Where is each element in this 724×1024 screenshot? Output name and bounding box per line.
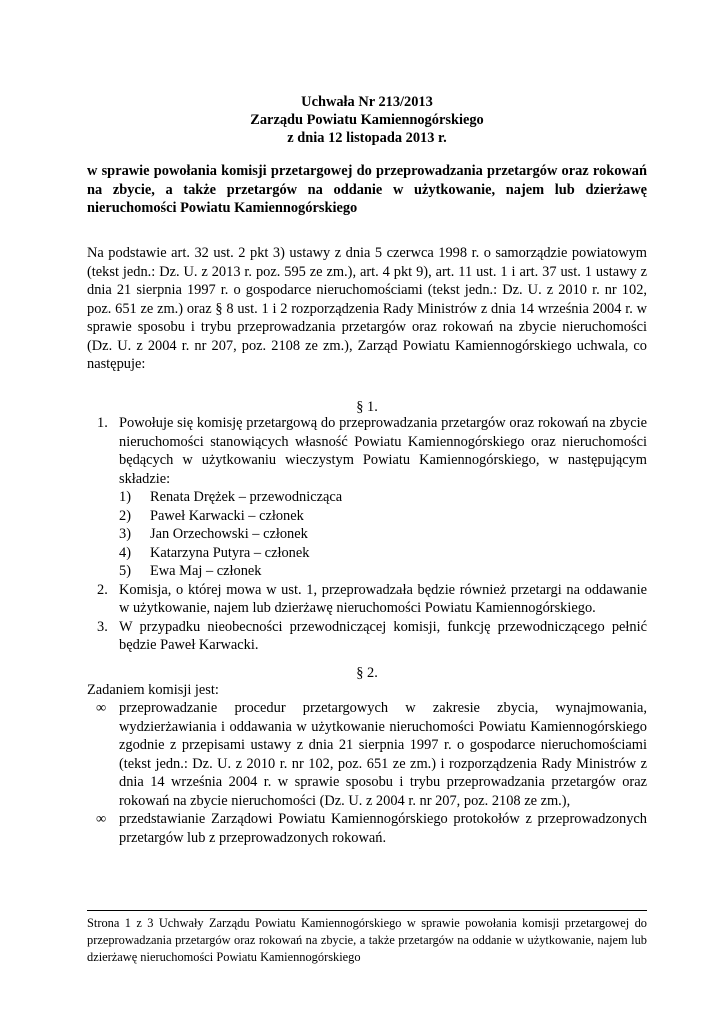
legal-basis-paragraph: Na podstawie art. 32 ust. 2 pkt 3) ustawy z dnia 5 czerwca 1998 r. o samorządzie powiatowym (tekst jedn.: Dz. U. z 2013 r. poz. 595 ze zm.), art. 4 pkt 9), art. 11 ust. 1 i art. 37 ust. 1 ustawy z dnia 21 sierpnia 1997 r. o gospodarce nieruchomościami (tekst jedn.: Dz. U. z 2010 r. nr 102, poz. 651 ze zm.) oraz § 8 ust. 1 i 2 rozporządzenia Rady Ministrów z dnia 14 września 2004 r. w sprawie sposobu i trybu przeprowadzania przetargów oraz rokowań na zbycie nieruchomości (Dz. U. z 2004 r. nr 207, poz. 2108 ze zm.), Zarząd Powiatu Kamiennogórskiego uchwala, co następuje:: [87, 245, 647, 372]
resolution-subject: w sprawie powołania komisji przetargowej do przeprowadzania przetargów oraz rokowań na zbycie, a także przetargów na oddanie w użytkowanie, najem lub dzierżawę nieruchomości Powiatu Kamiennogórskiego: [87, 163, 647, 216]
item-number: 3.: [97, 618, 108, 635]
resolution-date: z dnia 12 listopada 2013 r.: [287, 130, 447, 146]
page-footer: Strona 1 z 3 Uchwały Zarządu Powiatu Kamiennogórskiego w sprawie powołania komisji przetargowej do przeprowadzania przetargów oraz rokowań na zbycie, a także przetargów na oddanie w użytkowanie, najem lub dzierżawę nieruchomości Powiatu Kamiennogórskiego: [87, 916, 647, 964]
member-name: Jan Orzechowski – członek: [150, 526, 308, 542]
section-2-intro: Zadaniem komisji jest:: [87, 682, 219, 698]
member-name: Renata Drężek – przewodnicząca: [150, 489, 343, 505]
list-item: [87, 414, 647, 581]
bullet-text: przedstawianie Zarządowi Powiatu Kamiennogórskiego protokołów z przeprowadzonych przetargów lub z przeprowadzonych rokowań.: [119, 811, 647, 846]
infinity-bullet-icon: ∞: [96, 700, 107, 716]
member-number: 5): [119, 563, 131, 579]
section-1-heading: § 1.: [356, 399, 378, 415]
document-page: [87, 0, 647, 1024]
member-number: 2): [119, 507, 131, 524]
member-number: 3): [119, 526, 131, 542]
section-2-heading: § 2.: [356, 665, 378, 681]
resolution-header: [87, 93, 647, 147]
member-number: 1): [119, 489, 131, 505]
infinity-bullet-icon: ∞: [96, 811, 107, 827]
member-number: 4): [119, 544, 131, 561]
item-number: 1.: [97, 415, 108, 431]
bullet-item: [87, 699, 647, 810]
committee-member: [119, 488, 647, 507]
resolution-number: Uchwała Nr 213/2013: [301, 94, 433, 110]
item-text: Powołuje się komisję przetargową do przeprowadzania przetargów oraz rokowań na zbycie nieruchomości stanowiących własność Powiatu Kamiennogórskiego oraz nieruchomości będących w użytkowaniu wieczystym Powiatu Kamiennogórskiego, w następującym składzie:: [119, 415, 647, 487]
bullet-text: przeprowadzanie procedur przetargowych w zakresie zbycia, wynajmowania, wydzierżawiania i oddawania w użytkowanie nieruchomości Powiatu Kamiennogórskiego zgodnie z przepisami ustawy z dnia 21 sierpnia 1997 r. o gospodarce nieruchomościami (tekst jedn.: Dz. U. z 2010 r. nr 102, poz. 651 ze zm.) i rozporządzenia Rady Ministrów z dnia 14 września 2004 r. w sprawie sposobu i trybu przeprowadzania przetargów oraz rokowań na zbycie nieruchomości (Dz. U. z 2004 r. nr 207, poz. 2108 ze zm.),: [119, 700, 647, 809]
list-item: [87, 618, 647, 655]
committee-member: [119, 562, 647, 581]
item-number: 2.: [97, 581, 108, 598]
bullet-item: [87, 810, 647, 847]
section-1-list: [87, 414, 647, 655]
committee-member: [119, 507, 647, 526]
list-item: [87, 581, 647, 618]
issuing-body: Zarządu Powiatu Kamiennogórskiego: [250, 112, 484, 128]
committee-member: [119, 544, 647, 563]
footer-divider: [87, 910, 647, 911]
committee-member: [119, 525, 647, 544]
member-name: Paweł Karwacki – członek: [150, 507, 304, 524]
member-name: Katarzyna Putyra – członek: [150, 544, 310, 561]
member-name: Ewa Maj – członek: [150, 563, 262, 579]
committee-members-list: [119, 488, 647, 581]
item-text: W przypadku nieobecności przewodniczącej komisji, funkcję przewodniczącego pełnić będzie Paweł Karwacki.: [119, 618, 647, 653]
section-2-bullet-list: [87, 699, 647, 847]
item-text: Komisja, o której mowa w ust. 1, przeprowadzała będzie również przetargi na oddawanie w użytkowanie, najem lub dzierżawę nieruchomości Powiatu Kamiennogórskiego.: [119, 581, 647, 616]
